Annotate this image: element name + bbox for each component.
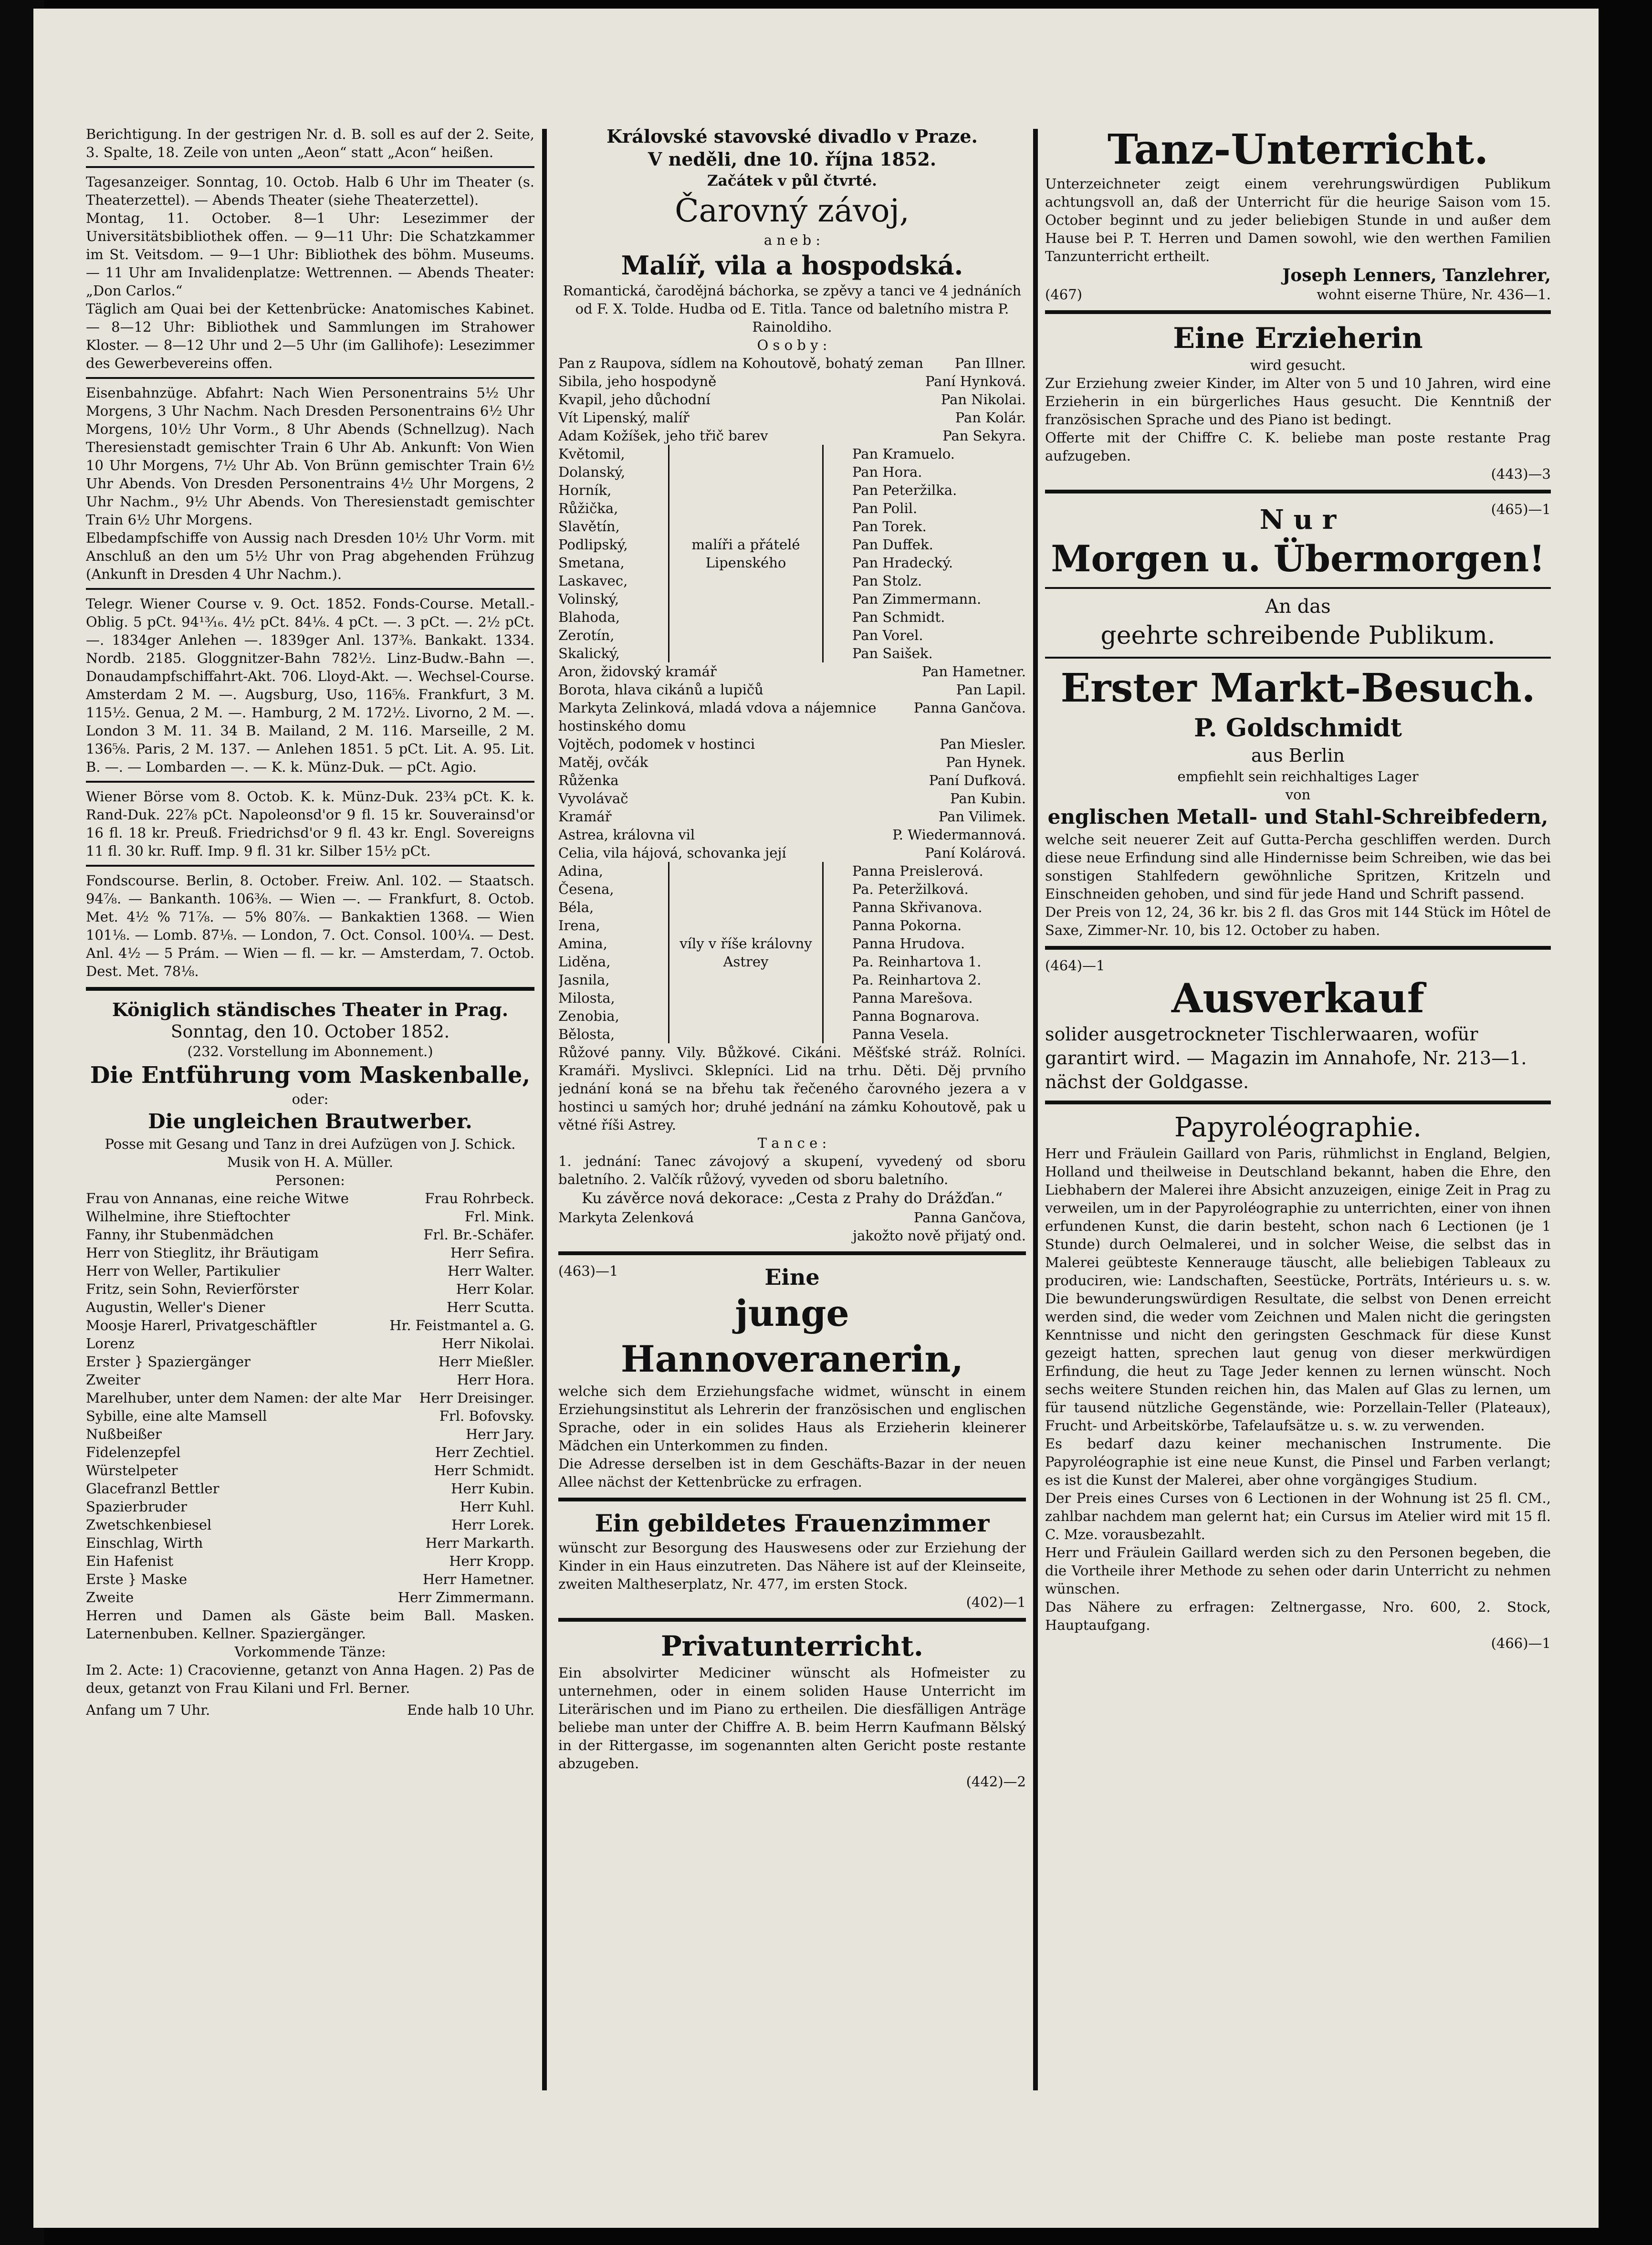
- dekorace: Ku závěrce nová dekorace: „Cesta z Prahy do Drážďan.“: [581, 1190, 1003, 1207]
- role-name: Spazierbruder: [86, 1499, 187, 1515]
- actor-name: Paní Kolárová.: [925, 845, 1026, 861]
- tagesanzeiger: Tagesanzeiger. Sonntag, 10. Octob. Halb 6 Uhr im Theater (s. Theaterzettel). — Abends Theater (siehe Theaterzettel).: [86, 174, 534, 208]
- actor-name: Herr Mießler.: [438, 1353, 534, 1370]
- ende-time: Ende halb 10 Uhr.: [407, 1702, 534, 1718]
- cast-row: [86, 1189, 534, 1207]
- group-actor: Pan Schmidt.: [852, 609, 945, 625]
- role-name: Nußbeißer: [86, 1426, 162, 1442]
- group-actor: Pan Vorel.: [852, 627, 923, 643]
- actor-name: Pan Lapil.: [956, 682, 1026, 698]
- cast-row: [558, 771, 1026, 789]
- federn-preis: Der Preis von 12, 24, 36 kr. bis 2 fl. das Gros mit 144 Stück im Hôtel de Saxe, Zimmer-Nr. 10, bis 12. October zu haben.: [1045, 904, 1551, 938]
- group-actor: Pan Hradecký.: [852, 555, 953, 571]
- cast-row: [558, 826, 1026, 844]
- vily-group: [558, 862, 1026, 1043]
- actor-name: Herr Kropp.: [449, 1553, 534, 1569]
- role-name: Ein Hafenist: [86, 1553, 174, 1569]
- markyta-actor: Panna Gančova,: [913, 1209, 1026, 1226]
- cast-row: [86, 1389, 534, 1407]
- nur-number: (465)—1: [1491, 501, 1551, 517]
- group-role: Zerotín,: [558, 627, 615, 643]
- group-role: Bělosta,: [558, 1026, 615, 1042]
- role-name: Erste } Maske: [86, 1571, 188, 1587]
- cast-row: [86, 1207, 534, 1226]
- empfiehlt-line: empfiehlt sein reichhaltiges Lager: [1177, 768, 1419, 785]
- czech-theater-heading: Královské stavovské divadlo v Praze.: [606, 126, 978, 147]
- group-role: Adina,: [558, 863, 603, 879]
- theater-subtitle: Die ungleichen Brautwerber.: [148, 1110, 472, 1133]
- actor-name: Pan Hynek.: [946, 754, 1026, 770]
- ad-privat-number: (442)—2: [966, 1773, 1026, 1790]
- cast-row: [86, 1479, 534, 1498]
- group-actor: Pa. Reinhartova 1.: [852, 954, 982, 970]
- group-role: Béla,: [558, 899, 594, 915]
- theater-title: Die Entführung vom Maskenballe,: [90, 1062, 531, 1089]
- actor-name: Herr Sefira.: [450, 1245, 534, 1261]
- role-name: Zweite: [86, 1589, 134, 1605]
- ad-privat-body: Ein absolvirter Mediciner wünscht als Hofmeister zu unternehmen, oder in einem soliden Hause Unterricht im Literärischen und im Piano zu ertheilen. Die diesfälligen Anträge beliebe man unter der Chiffre A. B. beim Herrn Kaufmann Bělský in der Rittergasse, im sogenannten alten Gericht poste restante abzugeben.: [558, 1665, 1026, 1772]
- ad-hannover-number: (463)—1: [558, 1263, 618, 1279]
- papyro-body5: Das Nähere zu erfragen: Zeltnergasse, Nro. 600, 2. Stock, Hauptaufgang.: [1045, 1599, 1551, 1633]
- morgen-heading: Morgen u. Übermorgen!: [1051, 537, 1545, 580]
- cast-row: [86, 1461, 534, 1479]
- von-line: von: [1285, 787, 1311, 803]
- play-anebo: a n e b :: [763, 232, 821, 248]
- cast-row: [558, 390, 1026, 409]
- group-actor: Pan Polil.: [852, 500, 918, 516]
- group-actor: Panna Skřivanova.: [852, 899, 983, 915]
- erster-markt-heading: Erster Markt-Besuch.: [1060, 665, 1536, 711]
- actor-name: Frl. Bofovsky.: [439, 1408, 534, 1424]
- cast-row: [86, 1280, 534, 1298]
- actor-name: Herr Nikolai.: [441, 1335, 534, 1352]
- role-name: Sibila, jeho hospodyně: [558, 373, 717, 389]
- tance-text: 1. jednání: Tanec závojový a skupení, vyvedený od sboru baletního. 2. Valčík růžový, vyveden od sboru baletního.: [558, 1153, 1026, 1187]
- malir-group-label: malíři a přátelé Lipenského: [668, 445, 824, 662]
- cast-row: [86, 1498, 534, 1516]
- erz-body: Zur Erziehung zweier Kinder, im Alter von 5 und 10 Jahren, wird eine Erzieherin in ein bürgerliches Haus gesucht. Die Kenntniß der französischen Sprache und des Piano ist bedingt.: [1045, 375, 1551, 428]
- group-role: Milosta,: [558, 990, 615, 1006]
- cast-row: [86, 1298, 534, 1316]
- osoby-list-2: [558, 662, 1026, 862]
- role-name: Markyta Zelinková, mladá vdova a nájemnice hostinského domu: [558, 700, 877, 734]
- cast-row: [558, 808, 1026, 826]
- cast-row: [558, 753, 1026, 771]
- cast-row: [86, 1371, 534, 1389]
- actor-name: Herr Kuhl.: [460, 1499, 534, 1515]
- eisenbahn-notice: Eisenbahnzüge. Abfahrt: Nach Wien Personentrains 5½ Uhr Morgens, 3 Uhr Nachm. Nach Dresden Personentrains 6½ Uhr Morgens, 10½ Uhr Vorm., 8 Uhr Abends (Schnellzug). Nach Theresienstadt gemischter Train 6 Uhr Ab. Ankunft: Von Wien 10 Uhr Morgens, 7½ Uhr Ab. Von Brünn gemischter Train 6½ Uhr Abends. Von Dresden Personentrains 4½ Uhr Morgens, 2 Uhr Nachm., 9½ Uhr Abends. Von Theresienstadt gemischter Train 6½ Uhr Morgens.: [86, 385, 534, 528]
- role-name: Herr von Weller, Partikulier: [86, 1263, 280, 1279]
- ad-frauenzimmer-body: wünscht zur Besorgung des Hauswesens oder zur Erziehung der Kinder in ein Haus einzutreten. Das Nähere ist auf der Kleinseite, zweiten Maltheserplatz, Nr. 477, im ersten Stock.: [558, 1540, 1026, 1592]
- cast-row: [86, 1425, 534, 1443]
- role-name: Astrea, královna vil: [558, 827, 695, 843]
- papyro-number: (466)—1: [1491, 1635, 1551, 1651]
- group-actor: Pan Hora.: [852, 464, 922, 480]
- cast-row: [86, 1316, 534, 1334]
- actor-name: Frl. Br.-Schäfer.: [423, 1227, 534, 1243]
- personen-heading: Personen:: [275, 1172, 345, 1188]
- cast-row: [558, 354, 1026, 372]
- actor-name: Herr Lorek.: [451, 1517, 534, 1533]
- cast-row: [558, 735, 1026, 753]
- theater-date: Sonntag, den 10. October 1852.: [170, 1022, 450, 1042]
- cast-row: [86, 1588, 534, 1606]
- erz-sub: wird gesucht.: [1250, 357, 1346, 373]
- actor-name: Herr Walter.: [448, 1263, 534, 1279]
- group-actor: Pan Stolz.: [852, 573, 922, 589]
- taenze-text: Im 2. Acte: 1) Cracovienne, getanzt von Anna Hagen. 2) Pas de deux, getanzt von Frau Kilani und Frl. Berner.: [86, 1662, 534, 1696]
- cast-row: [558, 427, 1026, 445]
- taeglich-notice: Täglich am Quai bei der Kettenbrücke: Anatomisches Kabinet. — 8—12 Uhr: Bibliothek und Sammlungen im Strahower Kloster. — 8—12 Uhr und 2—5 Uhr (im Gallihofe): Lesezimmer des Gewerbevereins offen.: [86, 301, 534, 371]
- column-right: [1045, 125, 1551, 2091]
- czech-theater-date: V neděli, dne 10. října 1852.: [648, 148, 937, 170]
- papyro-body4: Herr und Fräulein Gaillard werden sich zu den Personen begeben, die die Vortheile ihrer Methode zu sehen oder darin Unterricht zu nehmen wünschen.: [1045, 1544, 1551, 1597]
- play-desc: Romantická, čarodějná báchorka, se zpěvy a tanci ve 4 jednáních od F. X. Tolde. Hudba od E. Titla. Tance od baletního mistra P. Rainoldiho.: [563, 283, 1022, 335]
- federn-body: welche seit neuerer Zeit auf Gutta-Percha geschliffen werden. Durch diese neue Erfindung sind alle Hindernisse beim Schreiben, wie das bei sonstigen Stahlfedern gewöhnliche Spritzen, Kritzeln und Einschneiden gehoben, und sind für jede Hand und Schrift passend.: [1045, 831, 1551, 902]
- actor-name: Pan Vilimek.: [938, 808, 1026, 825]
- osoby-list: [558, 354, 1026, 445]
- actor-name: Herr Jary.: [466, 1426, 534, 1442]
- anfang-time: Anfang um 7 Uhr.: [86, 1702, 210, 1718]
- telegr-course: Telegr. Wiener Course v. 9. Oct. 1852. Fonds-Course. Metall.-Oblig. 5 pCt. 94¹³⁄₁₆. 4½ pCt. 84¹⁄₈. 4 pCt. —. 3 pCt. —. 2½ pCt. —. 1834ger Anlehen —. 1839ger Anl. 137³⁄₈. Bankakt. 1334. Nordb. 2185. Gloggnitzer-Bahn 782½. Linz-Budw.-Bahn —. Donaudampfschiffahrt-Akt. 706. Lloyd-Akt. —. Wechsel-Course. Amsterdam 2 M. —. Augsburg, Uso, 116⅝. Frankfurt, 3 M. 115½. Genua, 2 M. —. Hamburg, 2 M. 172½. Livorno, 2 M. —. London 3 M. 11. 34 B. Mailand, 2 M. 116. Marseille, 2 M. 136⅝. Paris, 2 M. 137. — Anlehen 1851. 5 pCt. Lit. A. 95. Lit. B. —. — Lombarden —. — K. k. Münz-Duk. — pCt. Agio.: [86, 596, 534, 775]
- vily-group-label: víly v říše královny Astrey: [668, 862, 824, 1043]
- cast-row: [86, 1244, 534, 1262]
- role-name: Fanny, ihr Stubenmädchen: [86, 1227, 274, 1243]
- role-name: Kramář: [558, 808, 612, 825]
- column-left: [86, 125, 534, 2091]
- group-actor: Pan Kramuelo.: [852, 446, 955, 462]
- cast-row: [86, 1552, 534, 1570]
- actor-name: Herr Zimmermann.: [397, 1589, 534, 1605]
- cast-row: [86, 1262, 534, 1280]
- column-middle: [558, 125, 1026, 2091]
- role-name: Vyvolávač: [558, 790, 628, 807]
- fondscourse: Fondscourse. Berlin, 8. October. Freiw. Anl. 102. — Staatsch. 94⅞. — Bankanth. 106⅜. — Wien —. — Frankfurt, 8. Octob. Met. 4½ % 71⅞. — 5% 80⅞. — Bankaktien 1368. — Wien 101⅛. — Lomb. 87⅛. — London, 7. Oct. Consol. 100¼. — Dest. Anl. 4½ — 5 Prám. — Wien — fl. — kr. — Amsterdam, 7. Octob. Dest. Met. 78⅛.: [86, 872, 534, 979]
- personen-list: [86, 1189, 534, 1606]
- group-actor: Pan Zimmermann.: [852, 591, 982, 607]
- role-name: Matěj, ovčák: [558, 754, 648, 770]
- nur-heading: N u r: [1259, 504, 1337, 535]
- erz-number: (443)—3: [1491, 466, 1551, 482]
- column-rule: [1033, 129, 1038, 2090]
- role-name: Zwetschkenbiesel: [86, 1517, 212, 1533]
- ad-hannover-title: junge Hannoveranerin,: [620, 1292, 964, 1380]
- role-name: Augustin, Weller's Diener: [86, 1299, 265, 1315]
- malir-group: [558, 445, 1026, 662]
- group-role: Amina,: [558, 935, 607, 952]
- group-actor: Pan Saišek.: [852, 645, 933, 661]
- osoby-heading: O s o b y :: [757, 337, 827, 353]
- actor-name: Frau Rohrbeck.: [425, 1190, 534, 1206]
- group-role: Smetana,: [558, 555, 625, 571]
- actor-name: Herr Kubin.: [451, 1480, 534, 1497]
- group-actor: Panna Pokorna.: [852, 917, 962, 934]
- role-name: Vít Lipenský, malíř: [558, 409, 690, 426]
- papyro-body2: Es bedarf dazu keiner mechanischen Instrumente. Die Papyroléographie ist eine neue Kunst, die Pinsel und Farben verlangt; es ist die Kunst der Malerei, aber ohne vorgängiges Studium.: [1045, 1436, 1551, 1488]
- role-name: Borota, hlava cikánů a lupičů: [558, 682, 763, 698]
- group-actor: Panna Hrudova.: [852, 935, 965, 952]
- group-role: Jasnila,: [558, 972, 610, 988]
- role-name: Erster } Spaziergänger: [86, 1353, 251, 1370]
- actor-name: Herr Schmidt.: [434, 1462, 534, 1479]
- role-name: Frau von Annanas, eine reiche Witwe: [86, 1190, 349, 1206]
- czech-theater-start: Začátek v půl čtvrté.: [707, 172, 877, 189]
- actor-name: Paní Hynková.: [925, 373, 1026, 389]
- actor-name: Pan Miesler.: [940, 736, 1026, 752]
- papyro-body: Herr und Fräulein Gaillard von Paris, rühmlichst in England, Belgien, Holland und theilweise in Deutschland bekannt, haben die Ehre, den Liebhabern der Malerei ihre Absicht anzuzeigen, einige Zeit in Prag zu verweilen, um in der Papyroléographie zu unterrichten, einer von ihnen erfundenen Kunst, die darin besteht, schon nach 6 Lectionen (je 1 Stunde) durch Oelmalerei, und in solcher Weise, die selbst das in Malerei geübteste Kennerauge täuscht, alle beliebigen Tableaux zu produciren, wie: Landschaften, Seestücke, Porträts, Intérieurs u. s. w. Die bewunderungswürdigen Resultate, die selbst von Denen erreicht werden sind, die weder vom Zeichnen und Malen nicht die geringsten Kenntnisse und nicht den geringsten Geschmack für diese Kunst gezeigt hatten, sprechen laut genug von dieser merkwürdigen Erfindung, die heut zu Tage Jeder kennen zu lernen wünscht. Noch sechs weitere Stunden reichen hin, das Malen auf Glas zu lernen, um für tausend nützliche Gegenstände, wie: Porzellain-Teller (Plateaux), Frucht- und Arbeitskörbe, Tafelaufsätze u. s. w. zu verwenden.: [1045, 1145, 1551, 1434]
- actor-name: Herr Scutta.: [447, 1299, 534, 1315]
- actor-name: P. Wiedermannová.: [892, 827, 1026, 843]
- actor-name: Herr Hametner.: [422, 1571, 534, 1587]
- cast-row: [86, 1516, 534, 1534]
- theater-oder: oder:: [292, 1091, 329, 1107]
- cast-row: [86, 1353, 534, 1371]
- ad-hannover-body2: Die Adresse derselben ist in dem Geschäfts-Bazar in der neuen Allee nächst der Kettenbrücke zu erfragen.: [558, 1456, 1026, 1490]
- role-name: Pan z Raupova, sídlem na Kohoutově, bohatý zeman: [558, 355, 923, 371]
- group-actor: Panna Vesela.: [852, 1026, 949, 1042]
- group-actor: Panna Preislerová.: [852, 863, 983, 879]
- osoby-tail: Růžové panny. Vily. Bůžkové. Cikáni. Měšťské stráž. Rolníci. Kramáři. Myslivci. Sklepníci. Lid na trhu. Děti. Děj prvního jednání koná se na břehu tak řečeného čarovného jezera a v hostinci u samých hor; druhé jednání na zámku Kohoutově, pak u větné říši Astrey.: [558, 1044, 1026, 1133]
- group-role: Česena,: [558, 881, 614, 897]
- group-actor: Pa. Peteržilková.: [852, 881, 969, 897]
- taenze-heading: Vorkommende Tänze:: [234, 1644, 386, 1660]
- cast-row: [558, 699, 1026, 735]
- actor-name: Panna Gančova.: [913, 700, 1026, 716]
- cast-row: [86, 1226, 534, 1244]
- actor-name: Pan Illner.: [954, 355, 1026, 371]
- group-actor: Panna Bognarova.: [852, 1008, 980, 1024]
- group-role: Irena,: [558, 917, 600, 934]
- actor-name: Pan Hametner.: [921, 663, 1026, 680]
- personen-tail: Herren und Damen als Gäste beim Ball. Masken. Laternenbuben. Kellner. Spaziergänger.: [86, 1607, 534, 1642]
- role-name: Glacefranzl Bettler: [86, 1480, 220, 1497]
- aus-berlin: aus Berlin: [1251, 745, 1345, 766]
- group-role: Dolanský,: [558, 464, 626, 480]
- elbedampf-notice: Elbedampfschiffe von Aussig nach Dresden 10½ Uhr Vorm. mit Anschluß an den um 5½ Uhr von Prag abgehenden Frühzug (Ankunft in Dresden 4 Uhr Nachm.).: [86, 530, 534, 582]
- play-subtitle: Malíř, vila a hospodská.: [621, 250, 963, 281]
- an-das: An das: [1265, 596, 1331, 618]
- cast-row: [86, 1407, 534, 1425]
- publikum-heading: geehrte schreibende Publikum.: [1100, 621, 1495, 650]
- theater-heading: Königlich ständisches Theater in Prag.: [112, 999, 509, 1020]
- actor-name: Herr Zechtiel.: [435, 1444, 534, 1460]
- actor-name: Pan Sekyra.: [942, 428, 1026, 444]
- ad-privat-title: Privatunterricht.: [661, 1630, 923, 1662]
- tanz-title: Tanz-Unterricht.: [1107, 126, 1489, 174]
- group-actor: Pan Peteržilka.: [852, 482, 957, 498]
- cast-row: [86, 1534, 534, 1552]
- ad-frauenzimmer-title: Ein gebildetes Frauenzimmer: [595, 1509, 990, 1537]
- actor-name: Herr Kolar.: [456, 1281, 534, 1297]
- cast-row: [558, 372, 1026, 390]
- play-title: Čarovný závoj,: [675, 192, 910, 229]
- goldschmidt-name: P. Goldschmidt: [1194, 713, 1402, 743]
- group-actor: Pa. Reinhartova 2.: [852, 972, 982, 988]
- papyro-heading: Papyroléographie.: [1174, 1112, 1422, 1143]
- cast-row: [86, 1570, 534, 1588]
- role-name: Zweiter: [86, 1372, 141, 1388]
- actor-name: Paní Dufková.: [929, 772, 1026, 788]
- berichtigung: Berichtigung. In der gestrigen Nr. d. B. soll es auf der 2. Seite, 3. Spalte, 18. Zeile von unten „Aeon“ statt „Acon“ heißen.: [86, 126, 534, 160]
- role-name: Marelhuber, unter dem Namen: der alte Mar: [86, 1390, 401, 1406]
- theater-vorstellung: (232. Vorstellung im Abonnement.): [187, 1043, 433, 1060]
- group-actor: Pan Torek.: [852, 518, 927, 535]
- cast-row: [558, 662, 1026, 681]
- actor-name: Pan Kolár.: [955, 409, 1026, 426]
- role-name: Wilhelmine, ihre Stieftochter: [86, 1208, 290, 1225]
- papyro-body3: Der Preis eines Curses von 6 Lectionen in der Wohnung ist 25 fl. CM., zahlbar nachdem man gelernt hat; ein Cursus im Atelier wird mit 15 fl. C. Mze. vorausbezahlt.: [1045, 1490, 1551, 1542]
- markyta-note: jakožto nově přijatý ond.: [853, 1227, 1026, 1244]
- tance-heading: T a n c e :: [757, 1135, 827, 1151]
- group-role: Liděna,: [558, 954, 611, 970]
- cast-row: [558, 844, 1026, 862]
- role-name: Würstelpeter: [86, 1462, 178, 1479]
- wiener-boerse: Wiener Börse vom 8. Octob. K. k. Münz-Duk. 23¾ pCt. K. k. Rand-Duk. 22⅞ pCt. Napoleonsd'or 9 fl. 15 kr. Souverainsd'or 16 fl. 18 kr. Preuß. Friedrichsd'or 9 fl. 43 kr. Engl. Sovereigns 11 fl. 30 kr. Ruff. Imp. 9 fl. 31 kr. Silber 15½ pCt.: [86, 788, 534, 859]
- role-name: Fidelenzepfel: [86, 1444, 181, 1460]
- actor-name: Pan Nikolai.: [941, 391, 1026, 408]
- erz-title: Eine Erzieherin: [1173, 322, 1423, 355]
- role-name: Celia, vila hájová, schovanka její: [558, 845, 786, 861]
- role-name: Aron, židovský kramář: [558, 663, 717, 680]
- role-name: Herr von Stieglitz, ihr Bräutigam: [86, 1245, 319, 1261]
- cast-row: [558, 409, 1026, 427]
- group-role: Květomil,: [558, 446, 625, 462]
- role-name: Sybille, eine alte Mamsell: [86, 1408, 267, 1424]
- group-role: Blahoda,: [558, 609, 620, 625]
- actor-name: Hr. Feistmantel a. G.: [389, 1317, 534, 1333]
- cast-row: [558, 681, 1026, 699]
- theater-desc: Posse mit Gesang und Tanz in drei Aufzügen von J. Schick. Musik von H. A. Müller.: [105, 1136, 516, 1170]
- group-role: Volinský,: [558, 591, 619, 607]
- group-role: Skalický,: [558, 645, 620, 661]
- actor-name: Frl. Mink.: [464, 1208, 534, 1225]
- tanz-sign: Joseph Lenners, Tanzlehrer,: [1282, 265, 1551, 285]
- ad-hannover-body: welche sich dem Erziehungsfache widmet, wünscht in einem Erziehungsinstitut als Lehrerin der französischen und englischen Sprache, oder in ein solides Haus als Erzieherin kleinerer Mädchen ein Unterkommen zu finden.: [558, 1383, 1026, 1454]
- group-role: Růžička,: [558, 500, 618, 516]
- role-name: Adam Kožíšek, jeho třič barev: [558, 428, 768, 444]
- montag-notice: Montag, 11. October. 8—1 Uhr: Lesezimmer der Universitätsbibliothek offen. — 9—11 Uhr: Die Schatzkammer im St. Veitsdom. — 9—1 Uhr: Bibliothek des böhm. Museums. — 11 Uhr am Invalidenplatze: Wettrennen. — Abends Theater: „Don Carlos.“: [86, 210, 534, 299]
- group-actor: Panna Marešova.: [852, 990, 973, 1006]
- role-name: Moosje Harerl, Privatgeschäftler: [86, 1317, 317, 1333]
- ad-frauenzimmer-number: (402)—1: [966, 1594, 1026, 1610]
- tanz-body: Unterzeichneter zeigt einem verehrungswürdigen Publikum achtungsvoll an, daß der Unterricht für die heurige Saison vom 15. October beginnt und zu jeder beliebigen Stunde in und außer dem Hause bei P. T. Herren und Damen sowohl, wie den werthen Familien Tanzunterricht ertheilt.: [1045, 176, 1551, 264]
- group-role: Laskavec,: [558, 573, 628, 589]
- cast-row: [86, 1443, 534, 1461]
- column-rule: [542, 129, 547, 2090]
- group-role: Horník,: [558, 482, 612, 498]
- role-name: Lorenz: [86, 1335, 135, 1352]
- tanz-address: wohnt eiserne Thüre, Nr. 436—1.: [1317, 286, 1551, 303]
- ausverkauf-heading: Ausverkauf: [1171, 975, 1424, 1022]
- role-name: Einschlag, Wirth: [86, 1535, 203, 1551]
- erz-body2: Offerte mit der Chiffre C. K. beliebe man poste restante Prag aufzugeben.: [1045, 430, 1551, 464]
- role-name: Kvapil, jeho důchodní: [558, 391, 711, 408]
- ausverkauf-number: (464)—1: [1045, 957, 1105, 974]
- actor-name: Herr Dreisinger.: [419, 1390, 534, 1406]
- group-role: Podlipský,: [558, 536, 628, 553]
- cast-row: [558, 789, 1026, 808]
- role-name: Vojtěch, podomek v hostinci: [558, 736, 755, 752]
- role-name: Fritz, sein Sohn, Revierförster: [86, 1281, 299, 1297]
- tanz-number: (467): [1045, 286, 1082, 303]
- actor-name: Herr Markarth.: [425, 1535, 534, 1551]
- group-actor: Pan Duffek.: [852, 536, 933, 553]
- role-name: Růženka: [558, 772, 619, 788]
- ausverkauf-body: solider ausgetrockneter Tischlerwaaren, wofür garantirt wird. — Magazin im Annahofe, Nr. 213—1. nächst der Goldgasse.: [1045, 1024, 1527, 1092]
- actor-name: Herr Hora.: [457, 1372, 534, 1388]
- markyta-role: Markyta Zelenková: [558, 1209, 694, 1226]
- actor-name: Pan Kubin.: [950, 790, 1026, 807]
- ad-hannover-eine: Eine: [764, 1264, 820, 1290]
- group-role: Zenobia,: [558, 1008, 619, 1024]
- federn-heading: englischen Metall- und Stahl-Schreibfedern,: [1047, 805, 1548, 829]
- group-role: Slavětín,: [558, 518, 620, 535]
- cast-row: [86, 1334, 534, 1353]
